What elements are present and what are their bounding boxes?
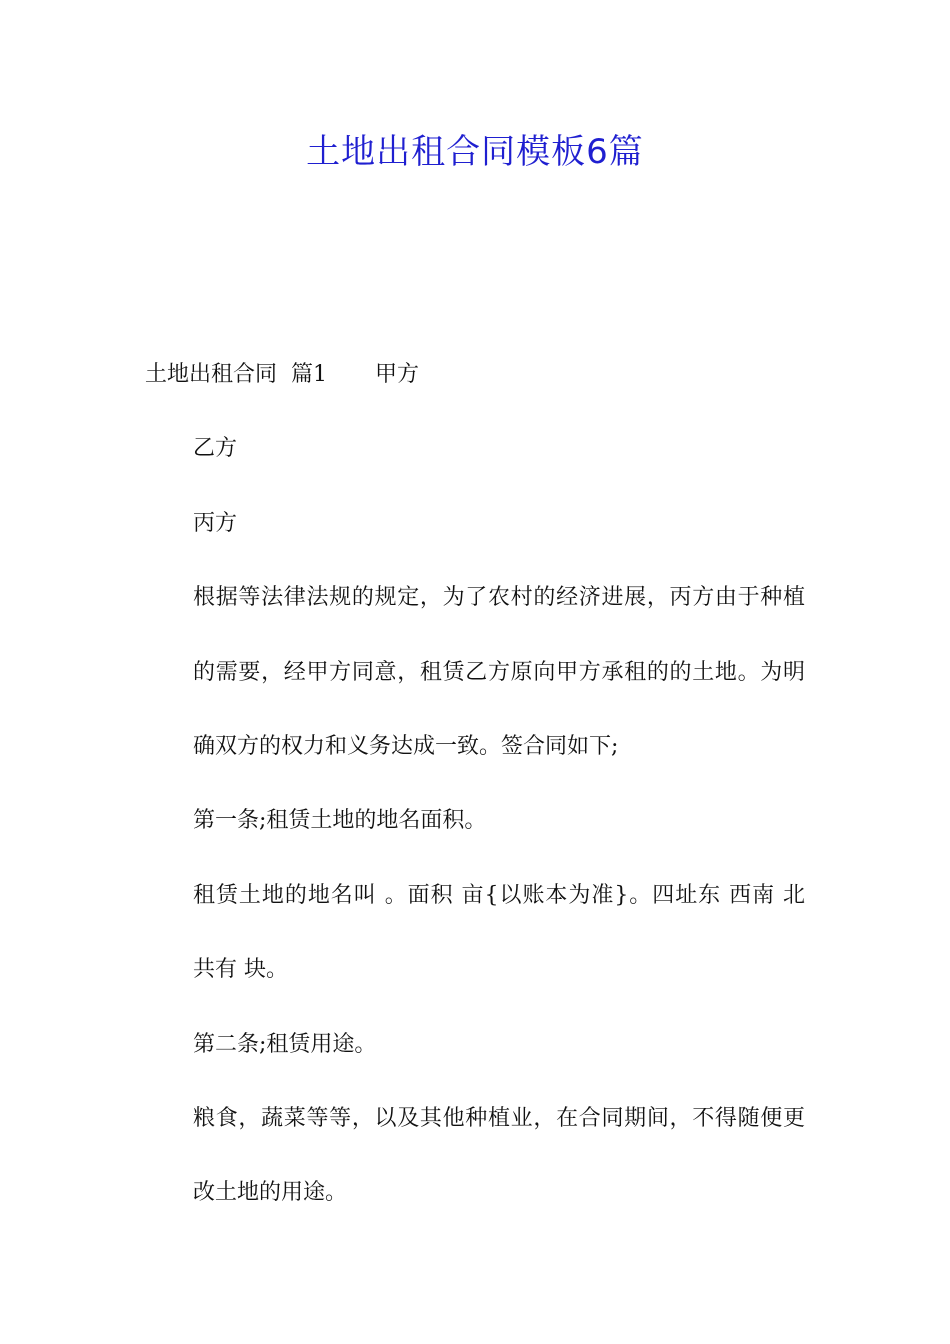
document-body	[145, 338, 805, 1231]
intro-paragraph: 根据等法律法规的规定，为了农村的经济进展，丙方由于种植的需要，经甲方同意，租赁乙方原向甲方承租的的土地。为明确双方的权力和义务达成一致。签合同如下;	[193, 585, 805, 760]
party-c-label: 丙方	[193, 510, 238, 536]
article-2-heading: 第二条;租赁用途。	[193, 1031, 377, 1057]
party-a-label: 甲方	[375, 362, 420, 387]
article-1-heading: 第一条;租赁土地的地名面积。	[193, 808, 487, 834]
document-title: 土地出租合同模板6篇	[306, 132, 644, 172]
section-heading-line	[145, 338, 805, 412]
article-1-body: 租赁土地的地名叫 。面积 亩{以账本为准}。四址东 西南 北 共有 块。	[193, 882, 805, 983]
party-b-label: 乙方	[193, 436, 238, 462]
article-2-body: 粮食，蔬菜等等，以及其他种植业，在合同期间，不得随便更改土地的用途。	[193, 1106, 805, 1206]
section-number: 篇1	[291, 362, 328, 387]
section-heading: 土地出租合同	[145, 362, 278, 387]
